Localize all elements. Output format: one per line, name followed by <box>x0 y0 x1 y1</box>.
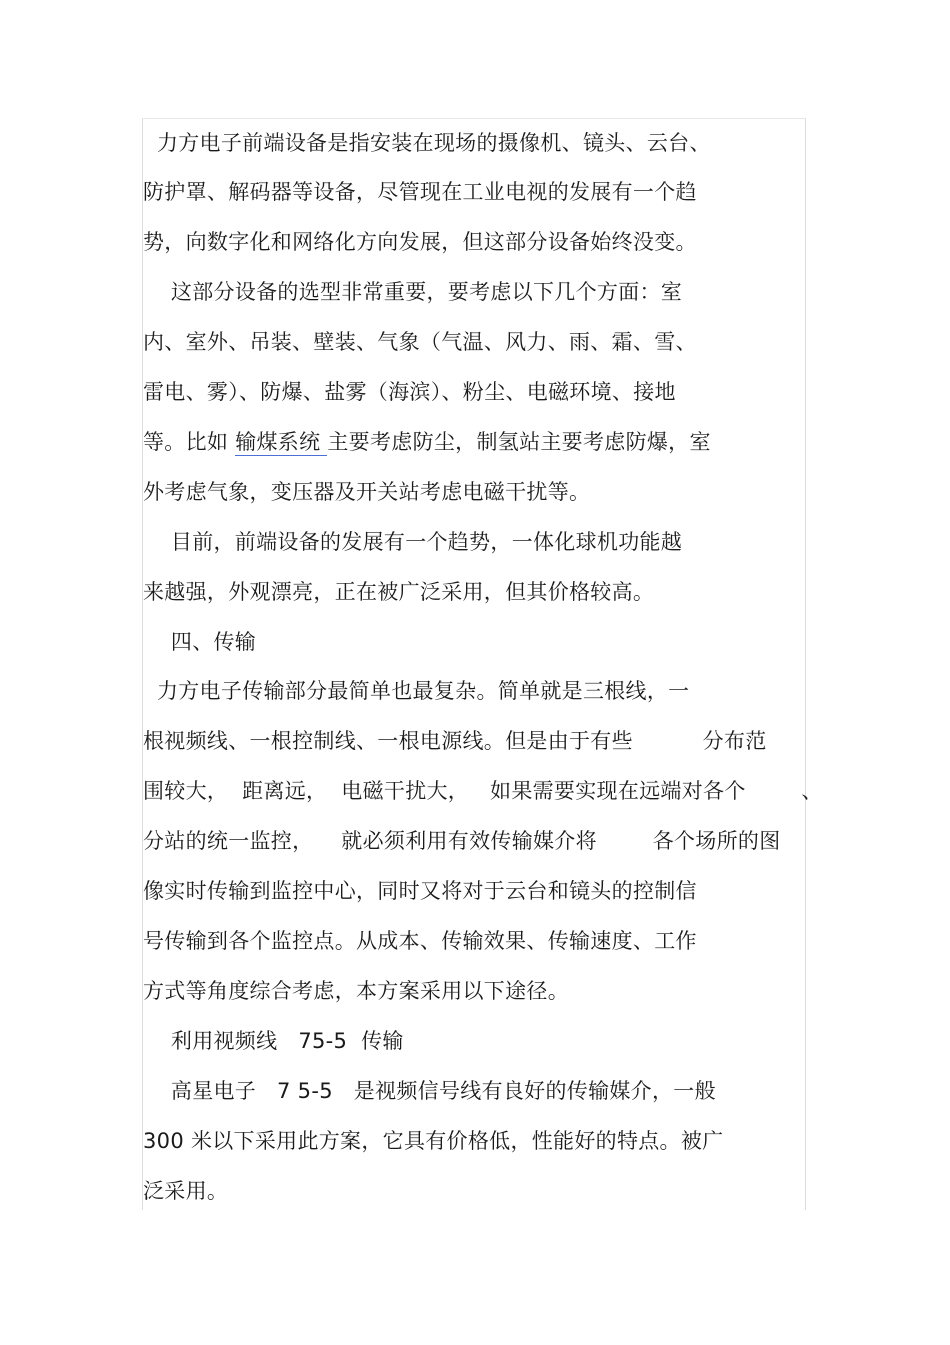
text-segment: 主要考虑防尘，制氢站主要考虑防爆，室 <box>327 430 711 454</box>
text-line: 雷电、雾）、防爆、盐雾（海滨）、粉尘、电磁环境、接地 <box>143 380 676 404</box>
text-line: 围较大， 距离远， 电磁干扰大， 如果需要实现在远端对各个 、 <box>143 779 823 803</box>
text-line: 这部分设备的选型非常重要，要考虑以下几个方面：室 <box>143 280 683 304</box>
text-line: 力方电子前端设备是指安装在现场的摄像机、镜头、云台、 <box>143 131 711 155</box>
text-line: 利用视频线 75-5 传输 <box>143 1029 404 1053</box>
text-line: 来越强，外观漂亮，正在被广泛采用，但其价格较高。 <box>143 580 655 604</box>
section-heading: 四、传输 <box>143 630 257 654</box>
text-line: 目前，前端设备的发展有一个趋势，一体化球机功能越 <box>143 530 683 554</box>
text-line: 力方电子传输部分最简单也最复杂。简单就是三根线，一 <box>143 679 690 703</box>
text-line-with-link <box>143 428 711 456</box>
text-line: 防护罩、解码器等设备，尽管现在工业电视的发展有一个趋 <box>143 180 697 204</box>
text-line: 分站的统一监控， 就必须利用有效传输媒介将 各个场所的图 <box>143 829 781 853</box>
text-line: 号传输到各个监控点。从成本、传输效果、传输速度、工作 <box>143 929 697 953</box>
text-line: 方式等角度综合考虑，本方案采用以下途径。 <box>143 979 569 1003</box>
text-line: 泛采用。 <box>143 1179 229 1203</box>
text-line: 像实时传输到监控中心，同时又将对于云台和镜头的控制信 <box>143 879 697 903</box>
text-line: 外考虑气象，变压器及开关站考虑电磁干扰等。 <box>143 480 591 504</box>
text-line: 势，向数字化和网络化方向发展，但这部分设备始终没变。 <box>143 230 697 254</box>
text-line: 内、室外、吊装、壁装、气象（气温、风力、雨、霜、雪、 <box>143 330 697 354</box>
text-line: 300 米以下采用此方案，它具有价格低，性能好的特点。被广 <box>143 1129 724 1153</box>
text-line: 根视频线、一根控制线、一根电源线。但是由于有些 分布范 <box>143 729 767 753</box>
coal-conveyor-link[interactable]: 输煤系统 <box>235 430 328 454</box>
text-line: 高星电子 7 5-5 是视频信号线有良好的传输媒介，一般 <box>143 1079 716 1103</box>
text-segment: 等。比如 <box>143 430 236 454</box>
